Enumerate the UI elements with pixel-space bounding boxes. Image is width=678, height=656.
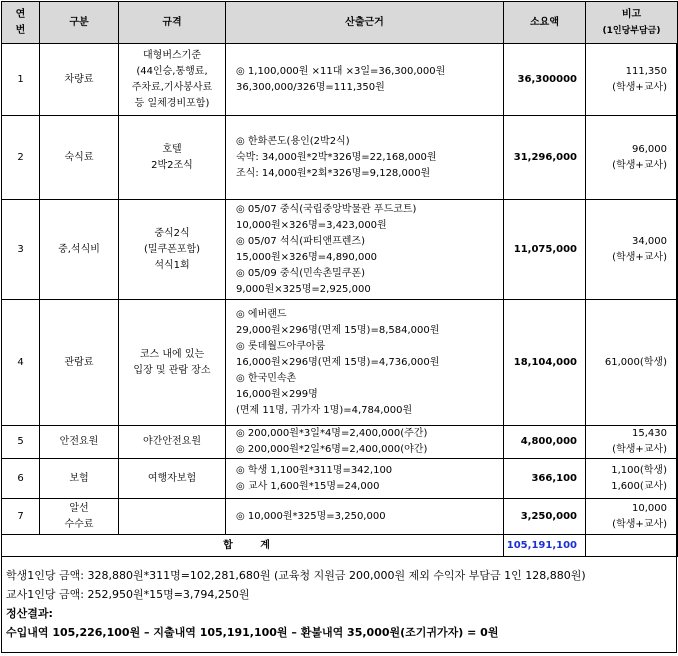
table-row	[2, 116, 678, 200]
settlement-title: 정산결과:	[6, 607, 53, 620]
row-spec: 야간안전요원	[119, 426, 226, 459]
row-basis: ◎ 학생 1,100원*311명=342,100 ◎ 교사 1,600원*15명=24,000	[226, 459, 504, 499]
header-spec: 규격	[119, 2, 226, 44]
settlement-detail: 수입내역 105,226,100원 – 지출내역 105,191,100원 – 환불내역 35,000원(조기귀가자) = 0원	[6, 626, 499, 639]
header-basis: 산출근거	[226, 2, 504, 44]
row-number: 4	[2, 300, 40, 426]
row-basis: ◎ 200,000원*3일*4명=2,400,000(주간) ◎ 200,000원*2일*6명=2,400,000(야간)	[226, 426, 504, 459]
row-category: 보험	[40, 459, 119, 499]
row-spec: 여행자보험	[119, 459, 226, 499]
table-row	[2, 44, 678, 116]
row-remark: 15,430 (학생+교사)	[586, 426, 678, 459]
table-row	[2, 300, 678, 426]
table-row	[2, 459, 678, 499]
row-number: 5	[2, 426, 40, 459]
total-label: 합 계	[2, 535, 504, 557]
row-basis: ◎ 한화콘도(용인(2박2식) 숙박: 34,000원*2박*326명=22,168,000원 조식: 14,000원*2회*326명=9,128,000원	[226, 116, 504, 200]
row-remark: 61,000(학생)	[586, 300, 678, 426]
header-category: 구분	[40, 2, 119, 44]
row-number: 6	[2, 459, 40, 499]
teacher-per-person-text: 교사1인당 금액: 252,950원*15명=3,794,250원	[6, 588, 250, 601]
row-remark: 96,000 (학생+교사)	[586, 116, 678, 200]
row-spec	[119, 499, 226, 535]
total-row	[2, 535, 678, 557]
budget-table	[1, 1, 678, 557]
row-amount: 3,250,000	[504, 499, 586, 535]
row-remark: 1,100(학생) 1,600(교사)	[586, 459, 678, 499]
table-row	[2, 499, 678, 535]
row-amount: 36,300000	[504, 44, 586, 116]
row-remark: 34,000 (학생+교사)	[586, 200, 678, 300]
row-amount: 11,075,000	[504, 200, 586, 300]
student-per-person-text: 학생1인당 금액: 328,880원*311명=102,281,680원 (교육청 지원금 200,000원 제외 수익자 부담금 1인 128,880원)	[6, 569, 586, 582]
table-header-row	[2, 2, 678, 44]
row-category: 중,석식비	[40, 200, 119, 300]
table-row	[2, 200, 678, 300]
row-remark: 10,000 (학생+교사)	[586, 499, 678, 535]
header-no: 연 번	[2, 2, 40, 44]
row-basis: ◎ 에버랜드 29,000원×296명(면제 15명)=8,584,000원 ◎ 롯데월드아쿠아룸 16,000원×296명(면제 15명)=4,736,000원 ◎ 한국민속촌 16,000원×299명 (면제 11명, 귀가자 1명)=4,784,000원	[226, 300, 504, 426]
row-number: 1	[2, 44, 40, 116]
row-amount: 366,100	[504, 459, 586, 499]
total-amount: 105,191,100	[504, 535, 586, 557]
header-amount: 소요액	[504, 2, 586, 44]
row-category: 안전요원	[40, 426, 119, 459]
row-spec: 대형버스기준 (44인승,통행료, 주차료,기사봉사료 등 일체경비포함)	[119, 44, 226, 116]
row-basis: ◎ 05/07 중식(국립중앙박물관 푸드코트) 10,000원×326명=3,423,000원 ◎ 05/07 석식(파티앤프렌즈) 15,000원×326명=4,890,000 ◎ 05/09 중식(민속촌밀쿠폰) 9,000원×325명=2,925,000	[226, 200, 504, 300]
table-row	[2, 426, 678, 459]
row-remark: 111,350 (학생+교사)	[586, 44, 678, 116]
row-number: 7	[2, 499, 40, 535]
budget-document	[1, 1, 677, 653]
row-category: 차량료	[40, 44, 119, 116]
row-number: 2	[2, 116, 40, 200]
row-category: 관람료	[40, 300, 119, 426]
row-category: 숙식료	[40, 116, 119, 200]
row-basis: ◎ 1,100,000원 ×11대 ×3일=36,300,000원 36,300,000/326명=111,350원	[226, 44, 504, 116]
row-spec: 호텔 2박2조식	[119, 116, 226, 200]
row-amount: 31,296,000	[504, 116, 586, 200]
row-spec: 코스 내에 있는 입장 및 관람 장소	[119, 300, 226, 426]
row-basis: ◎ 10,000원*325명=3,250,000	[226, 499, 504, 535]
total-remark	[586, 535, 678, 557]
header-remark: 비고 (1인당부담금)	[586, 2, 678, 44]
row-amount: 18,104,000	[504, 300, 586, 426]
row-number: 3	[2, 200, 40, 300]
row-category: 알선 수수료	[40, 499, 119, 535]
summary-footer	[2, 566, 676, 642]
row-spec: 중식2식 (밀쿠폰포함) 석식1회	[119, 200, 226, 300]
row-amount: 4,800,000	[504, 426, 586, 459]
